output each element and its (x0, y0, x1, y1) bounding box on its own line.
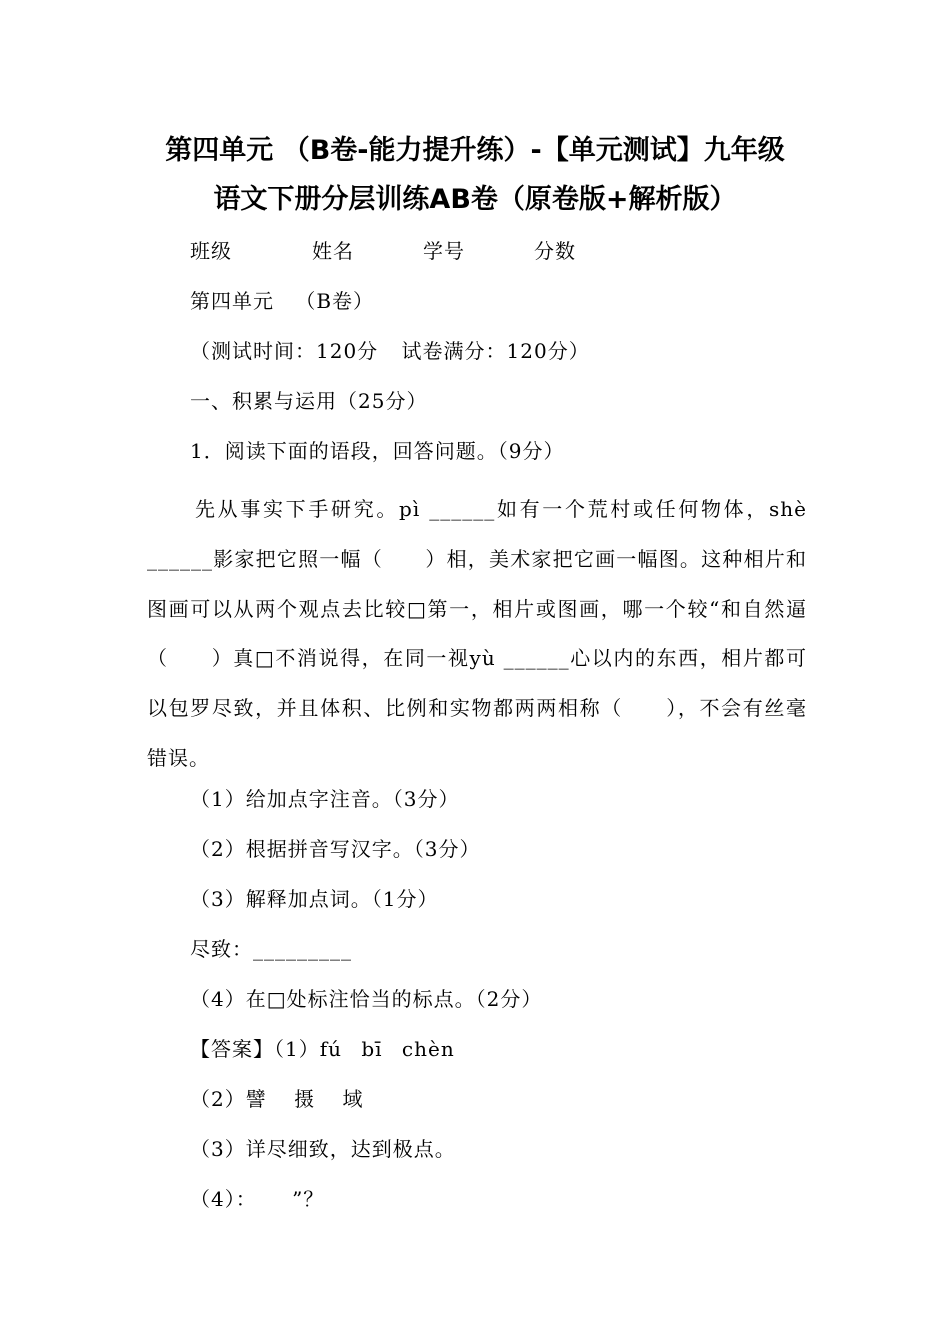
section-heading: 一、积累与运用（25分） (190, 389, 428, 413)
unit-heading: 第四单元 （B卷） (190, 289, 375, 313)
sub-question-3: （3）解释加点词。（1分） (190, 887, 439, 911)
class-label: 班级 (190, 239, 232, 263)
sub-question-2: （2）根据拼音写汉字。（3分） (190, 837, 481, 861)
answer-line-2: （2）譬 摄 域 (190, 1087, 364, 1111)
document-title-line-2: 语文下册分层训练AB卷（原卷版+解析版） (213, 184, 737, 215)
sub-question-1: （1）给加点字注音。（3分） (190, 787, 460, 811)
student-number-label: 学号 (423, 239, 465, 263)
answer-blank-line: 尽致：_________ (190, 937, 352, 961)
score-label: 分数 (534, 239, 576, 263)
test-info: （测试时间：120分 试卷满分：120分） (190, 339, 590, 363)
answer-line-3: （3）详尽细致，达到极点。 (190, 1137, 456, 1161)
student-info-row (190, 238, 576, 264)
name-label: 姓名 (312, 239, 354, 263)
sub-question-4: （4）在□处标注恰当的标点。（2分） (190, 987, 543, 1011)
reading-passage: 先从事实下手研究。pì ______如有一个荒村或任何物体，shè ______影家把它照一幅（ ）相，美术家把它画一幅图。这种相片和图画可以从两个观点去比较□第一，相片或图画，哪一个较“和自然逼（ ）真□不消说得，在同一视yù ______心以内的东西，相片都可以包罗尽致，并且体积、比例和实物都两两相称（ ），不会有丝毫错误。 (147, 497, 807, 770)
document-title-line-1: 第四单元 （B卷-能力提升练）-【单元测试】九年级 (165, 135, 785, 166)
answer-line-4: （4）： ”？ (190, 1187, 325, 1211)
answer-line-1: 【答案】（1）fú bī chèn (190, 1037, 455, 1061)
question-1-prompt: 1．阅读下面的语段，回答问题。（9分） (190, 439, 565, 463)
